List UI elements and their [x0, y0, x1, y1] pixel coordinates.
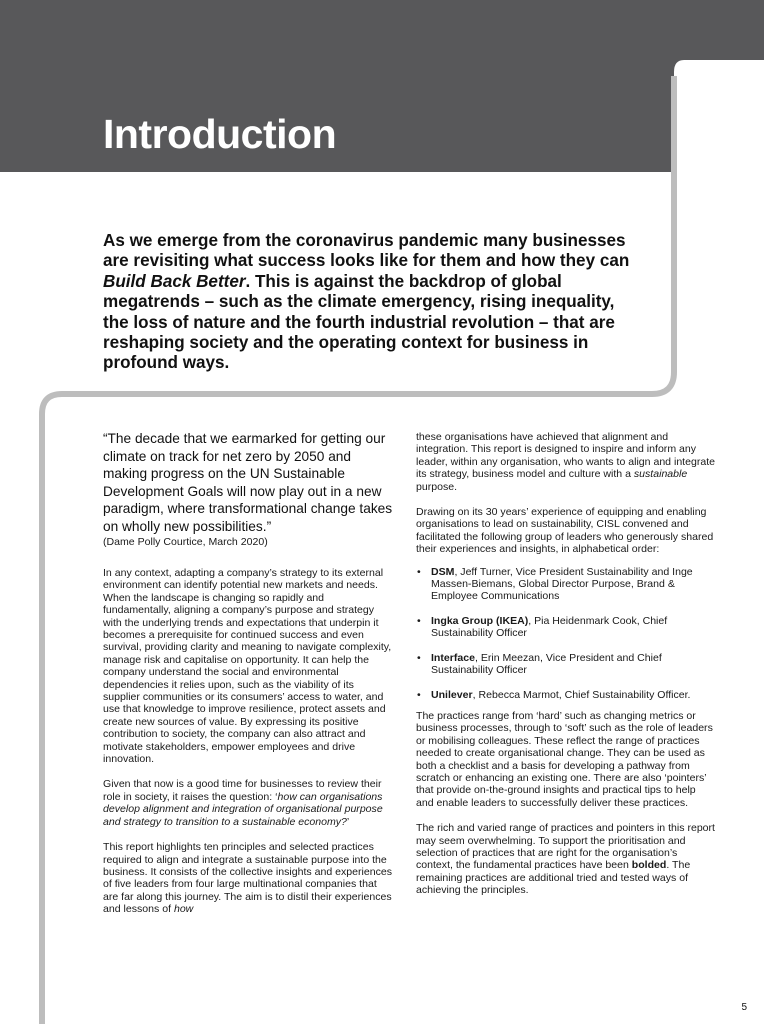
leader-company: Ingka Group (IKEA)	[431, 614, 529, 627]
bullet-icon: •	[417, 565, 421, 578]
list-item	[416, 615, 716, 640]
bullet-icon: •	[417, 688, 421, 701]
leader-company: Interface	[431, 651, 475, 664]
body-paragraph-question	[103, 778, 393, 828]
page-number: 5	[741, 1002, 747, 1013]
continued-emphasis: sustainable	[633, 468, 688, 481]
right-column	[416, 431, 716, 897]
prioritisation-bold: bolded	[631, 859, 667, 872]
leader-company: Unilever	[431, 688, 473, 701]
body-paragraph-practices: The practices range from ‘hard’ such as changing metrics or business processes, through to ‘soft’ such as the role of leaders or mobilising colleagues. These reflect the range of practices needed to create organisational change. They can be used as both a checklist and a basis for developing a pathway from scratch or enhancing an existing one. There are also ‘pointers’ that provide on-the-ground insights and practical tips to help and enable leaders to successfully deliver these practices.	[416, 709, 713, 809]
report-text: This report highlights ten principles and selected practices required to align and integrate a sustainable purpose into the business. It consists of the collective insights and experiences of five leaders from four large multinational companies that are far along this journey. The aim is to distil their experiences and lessons of	[103, 841, 393, 916]
list-item	[416, 689, 716, 701]
body-paragraph-context: In any context, adapting a company’s strategy to its external environment can identify potential new markets and needs. When the landscape is changing so rapidly and fundamentally, aligning a company’s purpose and strategy with the underlying trends and expectations that underpin it becomes a prerequisite for continued success and even survival, providing clarity and meaning to navigate complexity, manage risk and capitalise on opportunity. It can help the company understand the social and environmental dependencies it relies upon, such as the viability of its supplier communities or its consumers’ access to water, and use that knowledge to improve resilience, protect assets and create new sources of value. By expressing its positive contribution to society, the company can also attract and motivate stakeholders, empower employees and drive innovation.	[103, 566, 392, 766]
pull-quote: “The decade that we earmarked for getting our climate on track for net zero by 2050 and making progress on the UN Sustainable Development Goals will now play out in a new paradigm, where transformational change takes on wholly new possibilities.”	[103, 431, 393, 534]
question-text-start: Given that now is a good time for businesses to review their role in society, it raises the question: ‘	[103, 778, 382, 803]
leader-people: , Rebecca Marmot, Chief Sustainability Officer.	[472, 688, 691, 701]
question-emphasis: how can organisations develop alignment and integration of organisational purpose and strategy to transition to a sustainable economy?	[103, 790, 383, 828]
left-column	[103, 430, 393, 916]
body-paragraph-cisl: Drawing on its 30 years’ experience of equipping and enabling organisations to lead on sustainability, CISL convened and facilitated the following group of leaders who generously shared their experiences and insights, in alphabetical order:	[416, 506, 714, 556]
bullet-icon: •	[417, 614, 421, 627]
leader-company: DSM	[431, 565, 455, 578]
list-item	[416, 566, 716, 603]
continued-text-start: these organisations have achieved that alignment and integration. This report is designed to inspire and inform any leader, within any organisation, who wants to align and integrate its strategy, business model and culture with a	[416, 431, 716, 481]
lead-emphasis: Build Back Better	[103, 271, 246, 291]
prioritisation-text-end: . The remaining practices are additional tried and tested ways of achieving the principles.	[416, 859, 691, 897]
lead-text-end: . This is against the backdrop of global megatrends – such as the climate emergency, rising inequality, the loss of nature and the fourth industrial revolution – that are reshaping society and the operating context for business in profound ways.	[103, 271, 615, 373]
prioritisation-text-start: The rich and varied range of practices and pointers in this report may seem overwhelming. To support the prioritisation and selection of practices that are right for the organisation’s context, the fundamental practices have been	[416, 822, 715, 872]
leader-people: , Jeff Turner, Vice President Sustainability and Inge Massen-Biemans, Global Director Purpose, Brand & Employee Communications	[431, 565, 693, 603]
leader-people: , Erin Meezan, Vice President and Chief Sustainability Officer	[431, 651, 662, 677]
quote-attribution: (Dame Polly Courtice, March 2020)	[103, 535, 268, 548]
body-paragraph-report	[103, 841, 393, 915]
lead-paragraph	[103, 231, 643, 374]
body-paragraph-prioritisation	[416, 822, 716, 896]
report-emphasis: how	[173, 903, 194, 916]
continued-text-end: purpose.	[416, 480, 458, 493]
lead-text-start: As we emerge from the coronavirus pandemic many businesses are revisiting what success looks like for them and how they can	[103, 231, 630, 271]
leader-people: , Pia Heidenmark Cook, Chief Sustainability Officer	[431, 614, 668, 640]
bullet-icon: •	[417, 651, 421, 664]
page-title: Introduction	[103, 111, 337, 157]
leaders-list	[416, 566, 716, 701]
list-item	[416, 652, 716, 677]
question-text-end: ’	[346, 815, 350, 828]
body-paragraph-continued	[416, 431, 716, 493]
